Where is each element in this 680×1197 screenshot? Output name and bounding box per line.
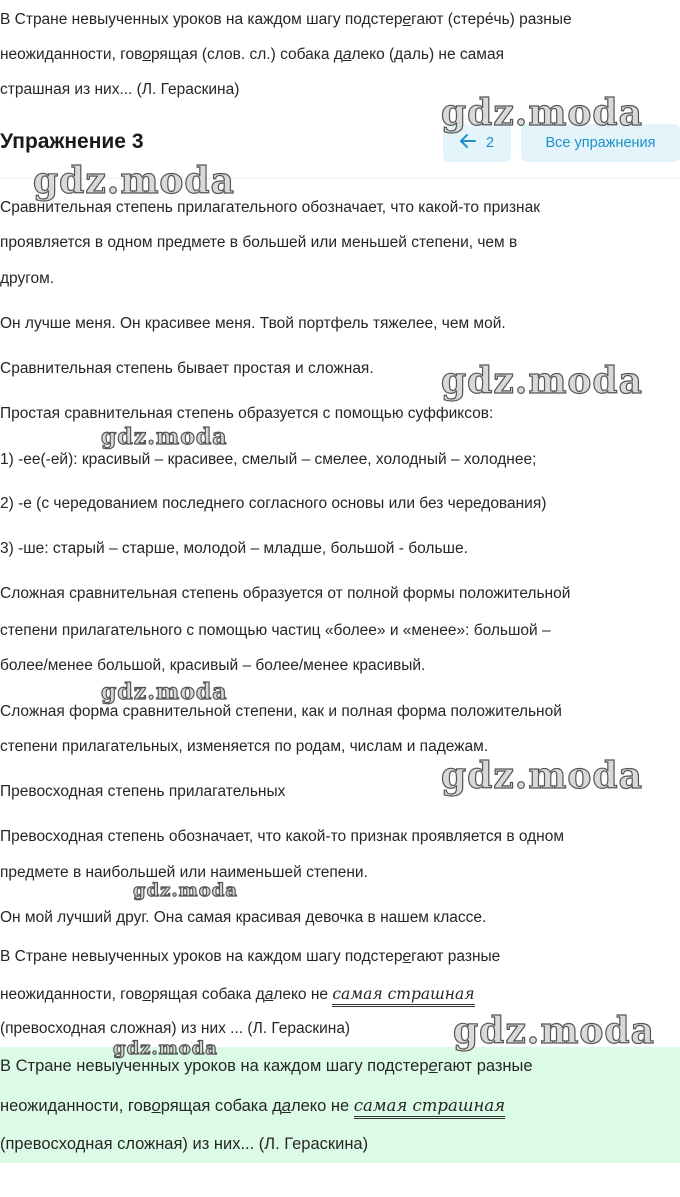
body-line: степени прилагательных, изменяется по родам, числам и падежам. — [0, 738, 489, 755]
body-line: Сравнительная степень прилагательного обозначает, что какой-то признак — [0, 199, 541, 216]
watermark-logo: gdz.moda — [101, 679, 228, 705]
body-line: проявляется в одном предмете в большей или меньшей степени, чем в — [0, 234, 518, 251]
watermark-logo: gdz.moda — [101, 424, 228, 450]
watermark-logo: gdz.moda — [441, 92, 643, 134]
prev-exercise-label: 2 — [485, 135, 495, 151]
body-line: более/менее большой, красивый – более/менее красивый. — [0, 657, 426, 674]
answer-line-2: неожиданности, говорящая собака далеко не самая страшная — [0, 1096, 505, 1116]
body-line: Он лучше меня. Он красивее меня. Твой портфель тяжелее, чем мой. — [0, 315, 506, 332]
watermark-logo: gdz.moda — [441, 755, 643, 797]
body-line: Превосходная степень прилагательных — [0, 783, 286, 800]
body-line: другом. — [0, 270, 55, 287]
body-line: Сравнительная степень бывает простая и сложная. — [0, 360, 374, 377]
body-line: предмете в наибольшей или наименьшей степени. — [0, 864, 368, 881]
example-line-2: неожиданности, говорящая собака далеко не самая страшная — [0, 984, 475, 1005]
header-divider — [0, 178, 680, 179]
watermark-logo: gdz.moda — [441, 360, 643, 402]
example-line-3: (превосходная сложная) из них ... (Л. Гераскина) — [0, 1020, 351, 1037]
arrow-left-icon — [460, 134, 476, 152]
prev-exercise-button[interactable] — [443, 124, 511, 162]
example-line-1: В Стране невыученных уроков на каждом шагу подстерегают разные — [0, 948, 501, 965]
answer-line-3: (превосходная сложная) из них... (Л. Гераскина) — [0, 1135, 369, 1153]
exercise-title: Упражнение 3 — [0, 130, 144, 153]
body-line: 1) -ее(-ей): красивый – красивее, смелый – смелее, холодный – холоднее; — [0, 451, 537, 468]
body-line: 2) -е (с чередованием последнего согласного основы или без чередования) — [0, 495, 547, 512]
answer-line-1: В Стране невыученных уроков на каждом шагу подстерегают разные — [0, 1057, 533, 1075]
watermark-logo: gdz.moda — [33, 160, 235, 202]
intro-line-1: В Стране невыученных уроков на каждом шагу подстерегают (стере́чь) разные — [0, 11, 572, 28]
body-line: Превосходная степень обозначает, что какой-то признак проявляется в одном — [0, 828, 565, 845]
body-line: степени прилагательного с помощью частиц «более» и «менее»: большой – — [0, 622, 551, 639]
watermark-logo: gdz.moda — [453, 1010, 655, 1052]
intro-line-2: неожиданности, говорящая (слов. сл.) собака далеко (даль) не самая — [0, 46, 504, 63]
body-line: Простая сравнительная степень образуется с помощью суффиксов: — [0, 405, 494, 422]
watermark-logo: gdz.moda — [113, 1038, 218, 1059]
body-line: Он мой лучший друг. Она самая красивая девочка в нашем классе. — [0, 909, 487, 926]
intro-line-3: страшная из них... (Л. Гераскина) — [0, 81, 240, 98]
body-line: Сложная форма сравнительной степени, как и полная форма положительной — [0, 703, 562, 720]
watermark-logo: gdz.moda — [133, 880, 238, 901]
body-line: 3) -ше: старый – старше, молодой – младше, большой - больше. — [0, 540, 468, 557]
all-exercises-button[interactable]: Все упражнения — [521, 124, 680, 162]
body-line: Сложная сравнительная степень образуется от полной формы положительной — [0, 585, 571, 602]
